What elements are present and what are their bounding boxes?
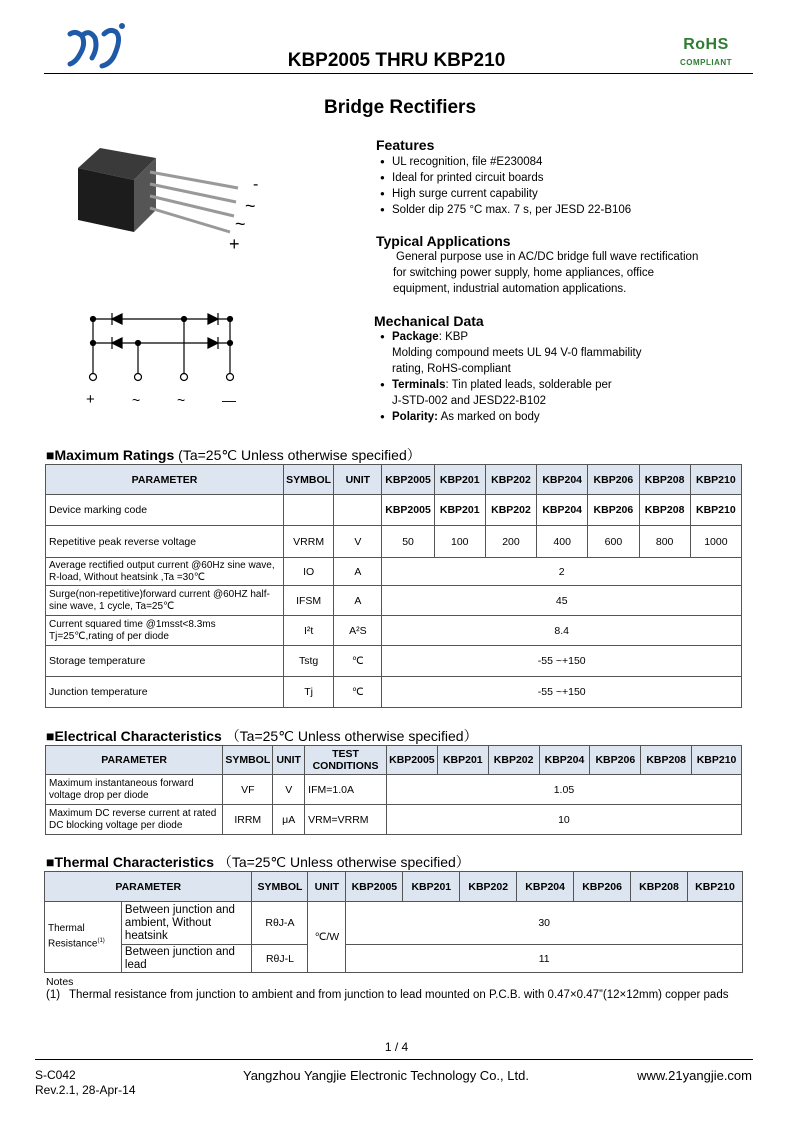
table-cell: Current squared time @1msst<8.3ms Tj=25℃,rating of per diode bbox=[46, 616, 284, 646]
table-cell: A bbox=[334, 558, 382, 586]
table-row bbox=[45, 945, 743, 973]
table-row bbox=[45, 902, 743, 945]
table-cell: IFSM bbox=[284, 586, 334, 616]
applications-heading: Typical Applications bbox=[376, 233, 511, 249]
table-cell: 600 bbox=[588, 526, 639, 558]
electrical-heading: ■Electrical Characteristics （Ta=25℃ Unless otherwise specified） bbox=[46, 728, 478, 744]
table-row bbox=[46, 677, 742, 708]
footer-divider bbox=[35, 1059, 753, 1060]
table-cell: Junction temperature bbox=[46, 677, 284, 708]
table-row bbox=[46, 646, 742, 677]
max-ratings-table bbox=[45, 464, 742, 708]
table-header: SYMBOL bbox=[284, 465, 334, 495]
thermal-title: Thermal Characteristics bbox=[54, 854, 214, 870]
table-header: SYMBOL bbox=[252, 872, 308, 902]
table-header: SYMBOL bbox=[223, 746, 273, 775]
table-cell: 8.4 bbox=[382, 616, 742, 646]
table-cell: Between junction and lead bbox=[121, 945, 252, 973]
polarity-label: Polarity: bbox=[392, 411, 439, 423]
table-cell: KBP204 bbox=[537, 495, 588, 526]
table-header: PARAMETER bbox=[45, 872, 252, 902]
bridge-circuit-diagram bbox=[80, 305, 250, 385]
table-cell: VRM=VRRM bbox=[305, 805, 387, 835]
table-cell: KBP208 bbox=[639, 495, 690, 526]
package-value: : KBP bbox=[438, 331, 469, 343]
table-header: KBP208 bbox=[631, 872, 688, 902]
electrical-title: Electrical Characteristics bbox=[54, 728, 222, 744]
circuit-label-plus: + bbox=[86, 391, 95, 408]
notes-title: Notes bbox=[46, 976, 74, 988]
mechanical-heading: Mechanical Data bbox=[374, 313, 484, 329]
max-ratings-title: Maximum Ratings bbox=[54, 447, 175, 463]
company-name: Yangzhou Yangjie Electronic Technology Co., Ltd. bbox=[243, 1068, 529, 1083]
electrical-condition: （Ta=25℃ Unless otherwise specified） bbox=[225, 728, 478, 744]
applications-line: General purpose use in AC/DC bridge full wave rectification bbox=[396, 251, 699, 263]
table-cell: Surge(non-repetitive)forward current @60HZ half-sine wave, 1 cycle, Ta=25℃ bbox=[46, 586, 284, 616]
header-divider bbox=[44, 73, 753, 74]
table-cell: 2 bbox=[382, 558, 742, 586]
table-header: KBP204 bbox=[537, 465, 588, 495]
table-row bbox=[46, 616, 742, 646]
applications-text bbox=[393, 249, 773, 297]
table-cell: ℃ bbox=[334, 677, 382, 708]
list-item: ● UL recognition, file #E230084 bbox=[376, 154, 776, 170]
table-cell: -55 ~+150 bbox=[382, 646, 742, 677]
table-cell: Storage temperature bbox=[46, 646, 284, 677]
table-cell: 800 bbox=[639, 526, 690, 558]
table-cell: KBP206 bbox=[588, 495, 639, 526]
table-cell: IRRM bbox=[223, 805, 273, 835]
features-heading: Features bbox=[376, 137, 435, 153]
table-cell: KBP202 bbox=[485, 495, 536, 526]
table-header: KBP202 bbox=[460, 872, 517, 902]
table-header: UNIT bbox=[273, 746, 305, 775]
package-line: rating, RoHS-compliant bbox=[392, 363, 511, 375]
table-cell: Tstg bbox=[284, 646, 334, 677]
table-cell: Between junction and ambient, Without heatsink bbox=[121, 902, 252, 945]
table-cell: KBP2005 bbox=[382, 495, 434, 526]
note-mark: (1) bbox=[97, 938, 105, 945]
table-header: KBP210 bbox=[687, 872, 742, 902]
rohs-compliant-label: COMPLIANT bbox=[679, 58, 733, 67]
table-cell: IFM=1.0A bbox=[305, 775, 387, 805]
table-row bbox=[46, 775, 742, 805]
polarity-value: As marked on body bbox=[438, 411, 540, 423]
terminals-value: : Tin plated leads, solderable per bbox=[445, 379, 612, 391]
table-cell: Maximum instantaneous forward voltage drop per diode bbox=[46, 775, 223, 805]
table-cell bbox=[334, 495, 382, 526]
table-cell: KBP210 bbox=[690, 495, 741, 526]
max-ratings-condition: (Ta=25℃ Unless otherwise specified） bbox=[178, 447, 421, 463]
thermal-table bbox=[44, 871, 743, 973]
table-header: KBP210 bbox=[690, 465, 741, 495]
table-cell: Average rectified output current @60Hz sine wave, R-load, Without heatsink ,Ta =30℃ bbox=[46, 558, 284, 586]
note-text: Thermal resistance from junction to ambient and from junction to lead mounted on P.C.B. with 0.47×0.47”(12×12mm) copper pads bbox=[69, 989, 729, 1001]
list-item: ● Solder dip 275 °C max. 7 s, per JESD 22-B106 bbox=[376, 202, 776, 218]
table-header: KBP2005 bbox=[382, 465, 434, 495]
electrical-table bbox=[45, 745, 742, 835]
thermal-group-label: Thermal Resistance bbox=[48, 923, 98, 950]
package-line: Molding compound meets UL 94 V-0 flammability bbox=[392, 347, 642, 359]
terminals-label: Terminals bbox=[392, 379, 446, 391]
table-header: KBP202 bbox=[485, 465, 536, 495]
table-header: KBP210 bbox=[692, 746, 742, 775]
max-ratings-heading: ■Maximum Ratings (Ta=25℃ Unless otherwise specified） bbox=[46, 447, 421, 463]
table-cell: 100 bbox=[434, 526, 485, 558]
table-header: KBP201 bbox=[403, 872, 460, 902]
table-cell: A²S bbox=[334, 616, 382, 646]
table-cell: V bbox=[334, 526, 382, 558]
table-row bbox=[46, 526, 742, 558]
table-row bbox=[46, 586, 742, 616]
table-cell: 400 bbox=[537, 526, 588, 558]
circuit-label-ac2: ~ bbox=[177, 392, 186, 408]
package-illustration bbox=[70, 140, 270, 260]
table-header: KBP204 bbox=[517, 872, 574, 902]
table-header: KBP208 bbox=[639, 465, 690, 495]
table-cell: V bbox=[273, 775, 305, 805]
table-cell: Maximum DC reverse current at rated DC blocking voltage per diode bbox=[46, 805, 223, 835]
table-header: KBP2005 bbox=[346, 872, 403, 902]
list-item: ● High surge current capability bbox=[376, 186, 776, 202]
document-title: Bridge Rectifiers bbox=[323, 97, 477, 118]
table-header: KBP206 bbox=[588, 465, 639, 495]
revision: Rev.2.1, 28-Apr-14 bbox=[35, 1083, 136, 1097]
thermal-heading: ■Thermal Characteristics （Ta=25℃ Unless otherwise specified） bbox=[46, 854, 470, 870]
table-row bbox=[46, 495, 742, 526]
table-cell: I²t bbox=[284, 616, 334, 646]
table-cell: 1000 bbox=[690, 526, 741, 558]
table-cell: 11 bbox=[346, 945, 743, 973]
table-header: KBP208 bbox=[641, 746, 692, 775]
thermal-condition: （Ta=25℃ Unless otherwise specified） bbox=[217, 854, 470, 870]
table-cell: Device marking code bbox=[46, 495, 284, 526]
table-cell: A bbox=[334, 586, 382, 616]
circuit-label-ac1: ~ bbox=[132, 392, 141, 408]
table-cell: 200 bbox=[485, 526, 536, 558]
applications-line: for switching power supply, home appliances, office bbox=[393, 267, 655, 279]
table-cell: μA bbox=[273, 805, 305, 835]
table-cell: VF bbox=[223, 775, 273, 805]
table-cell: 1.05 bbox=[386, 775, 741, 805]
table-header: UNIT bbox=[334, 465, 382, 495]
list-item: ● Ideal for printed circuit boards bbox=[376, 170, 776, 186]
table-cell: RθJ-A bbox=[252, 902, 308, 945]
table-cell: 45 bbox=[382, 586, 742, 616]
table-cell: 30 bbox=[346, 902, 743, 945]
header-title: KBP2005 THRU KBP210 bbox=[287, 50, 506, 71]
table-row bbox=[46, 558, 742, 586]
table-header: PARAMETER bbox=[46, 746, 223, 775]
table-cell: IO bbox=[284, 558, 334, 586]
rohs-badge bbox=[676, 36, 736, 67]
list-item bbox=[376, 377, 776, 409]
table-row bbox=[46, 805, 742, 835]
pin-label-plus: + bbox=[229, 234, 240, 254]
package-label: Package bbox=[392, 331, 439, 343]
table-header: TEST CONDITIONS bbox=[305, 746, 387, 775]
table-header: KBP201 bbox=[434, 465, 485, 495]
thermal-group-cell bbox=[45, 902, 122, 973]
table-header: KBP204 bbox=[539, 746, 590, 775]
table-cell: RθJ-L bbox=[252, 945, 308, 973]
pin-label-minus: - bbox=[253, 176, 259, 193]
table-cell: Repetitive peak reverse voltage bbox=[46, 526, 284, 558]
table-header: KBP202 bbox=[488, 746, 539, 775]
table-header: KBP206 bbox=[590, 746, 641, 775]
pin-label-ac2: ~ bbox=[235, 214, 246, 234]
table-header: KBP2005 bbox=[386, 746, 437, 775]
table-cell: 50 bbox=[382, 526, 434, 558]
table-header: PARAMETER bbox=[46, 465, 284, 495]
table-cell: Tj bbox=[284, 677, 334, 708]
applications-line: equipment, industrial automation applications. bbox=[393, 283, 627, 295]
pin-label-ac1: ~ bbox=[245, 196, 256, 216]
table-cell bbox=[284, 495, 334, 526]
table-header: KBP206 bbox=[574, 872, 631, 902]
note-number: (1) bbox=[46, 989, 61, 1001]
table-cell: ℃/W bbox=[308, 902, 346, 973]
website: www.21yangjie.com bbox=[637, 1068, 752, 1083]
list-item bbox=[376, 409, 776, 425]
table-cell: ℃ bbox=[334, 646, 382, 677]
table-cell: 10 bbox=[386, 805, 741, 835]
circuit-label-minus: — bbox=[222, 392, 236, 408]
page-number: 1 / 4 bbox=[384, 1040, 409, 1054]
features-list bbox=[376, 154, 776, 218]
table-cell: VRRM bbox=[284, 526, 334, 558]
rohs-label: RoHS bbox=[683, 36, 729, 53]
table-header: KBP201 bbox=[437, 746, 488, 775]
table-cell: -55 ~+150 bbox=[382, 677, 742, 708]
table-cell: KBP201 bbox=[434, 495, 485, 526]
list-item bbox=[376, 329, 776, 377]
doc-code: S-C042 bbox=[35, 1068, 76, 1082]
terminals-line: J-STD-002 and JESD22-B102 bbox=[392, 395, 547, 407]
mechanical-list bbox=[376, 329, 776, 425]
table-header: UNIT bbox=[308, 872, 346, 902]
